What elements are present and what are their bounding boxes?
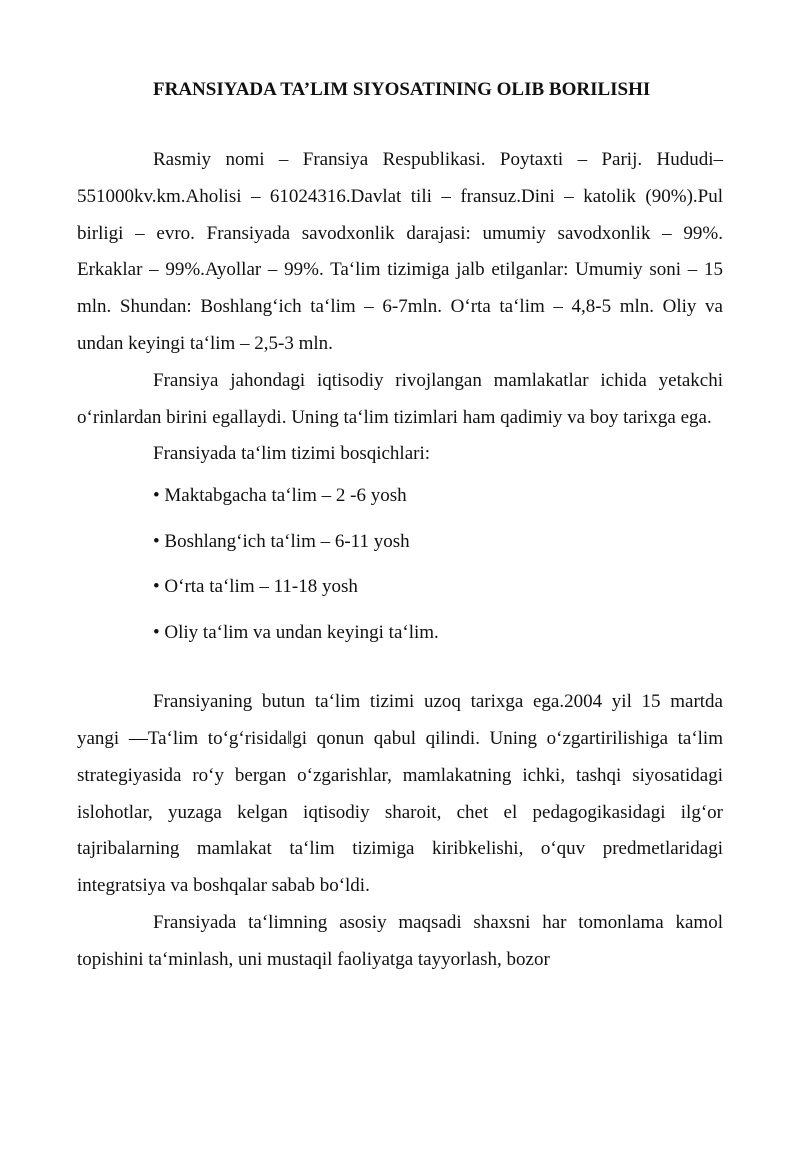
paragraph-economy: Fransiya jahondagi iqtisodiy rivojlangan mamlakatlar ichida yetakchi o‘rinlardan birini egallaydi. Uning ta‘lim tizimlari ham qadimiy va boy tarixga ega. bbox=[77, 369, 723, 428]
document-title: FRANSIYADA TA’LIM SIYOSATINING OLIB BORILISHI bbox=[153, 79, 651, 100]
document-page bbox=[77, 72, 723, 979]
paragraph-history: Fransiyaning butun ta‘lim tizimi uzoq tarixga ega.2004 yil 15 martda yangi ―Ta‘lim to‘g‘risida‖gi qonun qabul qilindi. Uning o‘zgartirilishiga ta‘lim strategiyasida ro‘y bergan o‘zgarishlar, mamlakatning ichki, tashqi siyosatidagi islohotlar, yuzaga kelgan iqtisodiy sharoit, chet el pedagogikasidagi ilg‘or tajribalarning mamlakat ta‘lim tizimiga kiribkelishi, o‘quv predmetlaridagi integratsiya va boshqalar sabab bo‘ldi. bbox=[77, 691, 723, 897]
list-item: • Oliy ta‘lim va undan keyingi ta‘lim. bbox=[153, 621, 439, 643]
paragraph-goals: Fransiyada ta‘limning asosiy maqsadi shaxsni har tomonlama kamol topishini ta‘minlash, uni mustaqil faoliyatga tayyorlash, bozor bbox=[77, 911, 723, 970]
list-item: • Maktabgacha ta‘lim – 2 -6 yosh bbox=[153, 485, 407, 507]
spacer bbox=[77, 655, 723, 684]
intro-paragraph: Rasmiy nomi – Fransiya Respublikasi. Poytaxti – Parij. Hududi–551000kv.km.Aholisi – 61024316.Davlat tili – fransuz.Dini – katolik (90%).Pul birligi – evro. Fransiyada savodxonlik darajasi: umumiy savodxonlik – 99%. Erkaklar – 99%.Ayollar – 99%. Ta‘lim tizimiga jalb etilganlar: Umumiy soni – 15 mln. Shundan: Boshlang‘ich ta‘lim – 6-7mln. O‘rta ta‘lim – 4,8-5 mln. Oliy va undan keyingi ta‘lim – 2,5-3 mln. bbox=[77, 149, 723, 354]
list-item: • Boshlang‘ich ta‘lim – 6-11 yosh bbox=[153, 530, 410, 552]
stages-list bbox=[77, 473, 723, 655]
stages-heading: Fransiyada ta‘lim tizimi bosqichlari: bbox=[153, 443, 431, 465]
spacer bbox=[77, 108, 723, 142]
list-item: • O‘rta ta‘lim – 11-18 yosh bbox=[153, 576, 358, 598]
